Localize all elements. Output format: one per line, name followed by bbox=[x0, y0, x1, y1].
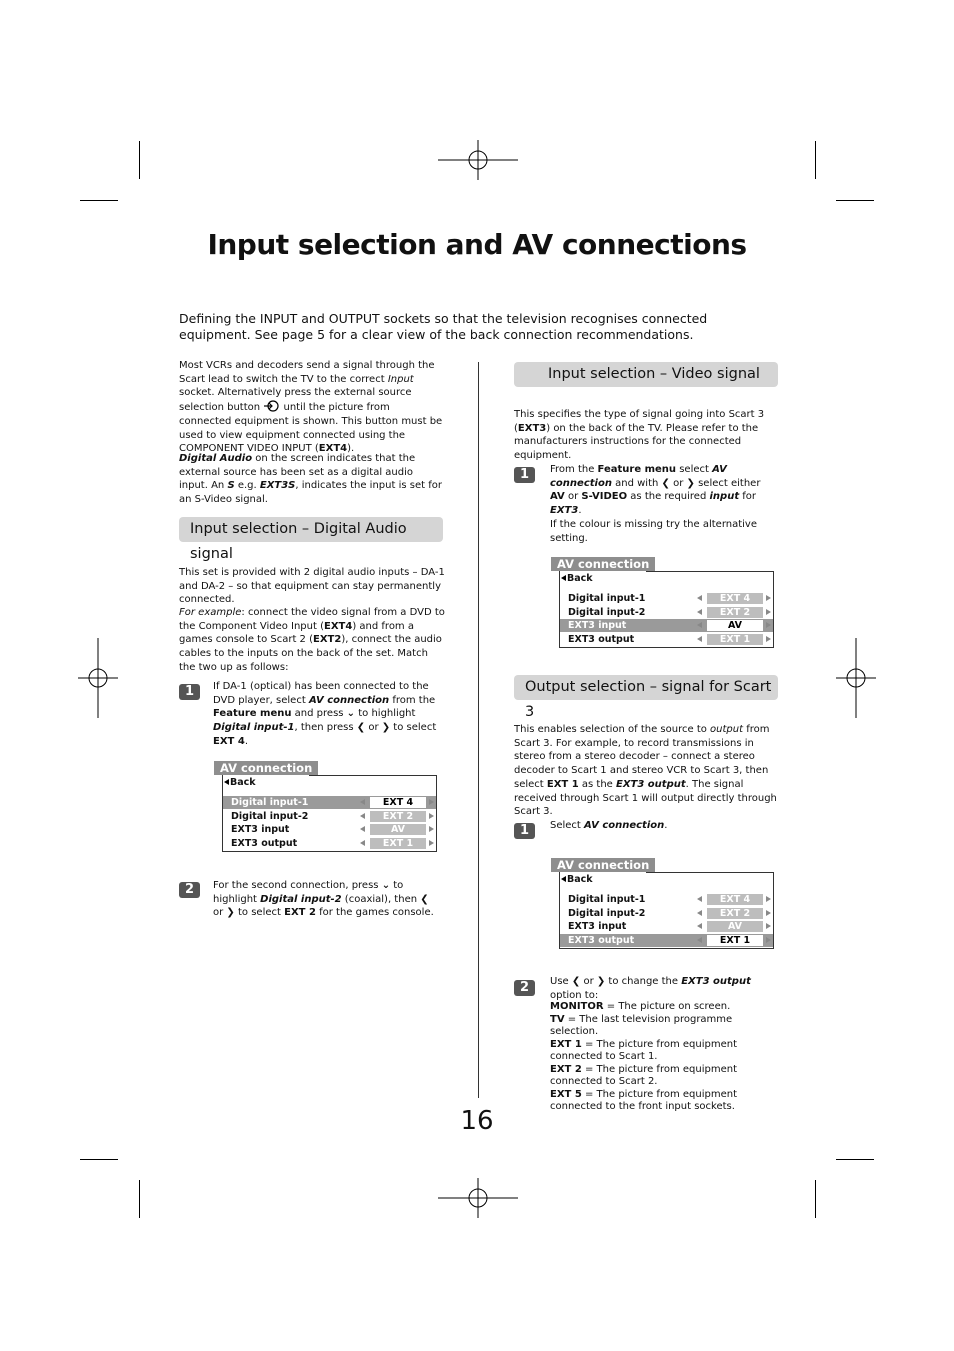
menu-title: AV connection bbox=[551, 858, 655, 872]
registration-mark-icon bbox=[78, 638, 118, 718]
registration-mark-icon bbox=[438, 140, 518, 180]
list-item: EXT 2 = The picture from equipment connected to Scart 2. bbox=[550, 1063, 737, 1087]
menu-title: AV connection bbox=[551, 557, 655, 571]
chevron-down-icon: ⌄ bbox=[346, 708, 356, 720]
step-number: 1 bbox=[179, 684, 200, 700]
menu-title: AV connection bbox=[214, 761, 318, 775]
right-step-1b-text: Select AV connection. bbox=[550, 820, 668, 831]
list-item: EXT 5 = The picture from equipment connected to the front input sockets. bbox=[550, 1088, 737, 1112]
right-paragraph-2: This enables selection of the source to output from Scart 3. For example, to record transmissions in stereo from a stereo decoder – connect a stereo decoder to Scart 1 and stereo VCR to Scart 3, then select EXT 1 as the EXT3 output. The signal received through Scart 1 will output directly through Scart 3. bbox=[514, 724, 777, 818]
right-step-1-note: If the colour is missing try the alternative setting. bbox=[550, 519, 757, 544]
menu-row[interactable]: Digital input-2 EXT 2 bbox=[560, 606, 773, 619]
av-connection-menu bbox=[214, 761, 438, 853]
left-step-1-text: If DA-1 (optical) has been connected to the DVD player, select AV connection from the Feature menu and press ⌄ to highlight Digital input-1, then press ❮ or ❯ to select EXT 4. bbox=[213, 681, 437, 747]
menu-back[interactable]: Back bbox=[561, 573, 593, 584]
crop-mark bbox=[80, 200, 118, 201]
menu-back[interactable]: Back bbox=[561, 874, 593, 885]
chevron-right-icon: ❯ bbox=[596, 976, 606, 987]
menu-row[interactable]: EXT3 output EXT 1 bbox=[560, 934, 773, 947]
menu-row[interactable]: EXT3 input AV bbox=[560, 920, 773, 933]
right-paragraph-1: This specifies the type of signal going into Scart 3 (EXT3) on the back of the TV. Please refer to the manufacturers instructions for the connected equipment. bbox=[514, 409, 765, 462]
chevron-right-icon: ❯ bbox=[686, 477, 695, 489]
list-item: MONITOR = The picture on screen. bbox=[550, 1001, 731, 1012]
crop-mark bbox=[80, 1159, 118, 1160]
registration-mark-icon bbox=[836, 638, 876, 718]
external-source-icon bbox=[263, 400, 280, 412]
menu-row[interactable]: Digital input-1 EXT 4 bbox=[223, 796, 436, 809]
section-heading-output-selection: Output selection – signal for Scart 3 bbox=[514, 675, 778, 700]
column-divider bbox=[478, 362, 479, 1098]
menu-row[interactable]: Digital input-1 EXT 4 bbox=[560, 592, 773, 605]
right-step-2b-text: Use ❮ or ❯ to change the EXT3 output option to: bbox=[550, 976, 751, 1001]
back-arrow-icon bbox=[224, 779, 229, 785]
right-step-1-text: From the Feature menu select AV connection and with ❮ or ❯ select either AV or S-VIDEO as the required input for EXT3. bbox=[550, 464, 761, 517]
crop-mark bbox=[815, 1180, 816, 1218]
list-item: EXT 1 = The picture from equipment connected to Scart 1. bbox=[550, 1038, 737, 1062]
chevron-left-icon: ❮ bbox=[420, 893, 429, 905]
av-connection-menu bbox=[551, 858, 775, 950]
back-arrow-icon bbox=[561, 876, 566, 882]
crop-mark bbox=[836, 1159, 874, 1160]
menu-row[interactable]: Digital input-2 EXT 2 bbox=[560, 907, 773, 920]
crop-mark bbox=[836, 200, 874, 201]
left-paragraph-1: Most VCRs and decoders send a signal through the Scart lead to switch the TV to the correct Input socket. Alternatively press the external source selection button until the picture from connected equipment is shown. This button must be used to view equipment connected using the COMPONENT VIDEO INPUT (EXT4). bbox=[179, 360, 443, 455]
menu-row[interactable]: Digital input-1 EXT 4 bbox=[560, 893, 773, 906]
chevron-down-icon: ⌄ bbox=[381, 880, 391, 891]
crop-mark bbox=[139, 141, 140, 179]
left-paragraph-2: Digital Audio on the screen indicates that the external source has been set as a digital audio input. An S e.g. EXT3S, indicates the input is set for an S-Video signal. bbox=[179, 453, 442, 506]
left-paragraph-4: For example: connect the video signal from a DVD to the Component Video Input (EXT4) and from a games console to Scart 2 (EXT2), connect the audio cables to the inputs on the back of the set. Match the two up as follows: bbox=[179, 607, 445, 673]
section-heading-digital-audio: Input selection – Digital Audio signal bbox=[179, 517, 443, 542]
chevron-right-icon: ❯ bbox=[381, 722, 391, 734]
step-number: 2 bbox=[514, 980, 535, 996]
chevron-right-icon: ❯ bbox=[226, 907, 235, 919]
crop-mark bbox=[815, 141, 816, 179]
chevron-left-icon: ❮ bbox=[571, 976, 581, 987]
intro-paragraph: Defining the INPUT and OUTPUT sockets so that the television recognises connected equipment. See page 5 for a clear view of the back connection recommendations. bbox=[179, 311, 708, 342]
menu-row[interactable]: Digital input-2 EXT 2 bbox=[223, 810, 436, 823]
menu-row[interactable]: EXT3 input AV bbox=[560, 619, 773, 632]
menu-row[interactable]: EXT3 input AV bbox=[223, 823, 436, 836]
step-number: 1 bbox=[514, 823, 535, 839]
list-item: TV = The last television programme selection. bbox=[550, 1013, 733, 1037]
section-heading-video-signal: Input selection – Video signal bbox=[514, 362, 778, 387]
chevron-left-icon: ❮ bbox=[356, 722, 366, 734]
left-step-2-text: For the second connection, press ⌄ to highlight Digital input-2 (coaxial), then ❮ or ❯ to select EXT 2 for the games console. bbox=[213, 880, 434, 919]
av-connection-menu bbox=[551, 557, 775, 649]
step-number: 1 bbox=[514, 467, 535, 483]
chevron-left-icon: ❮ bbox=[661, 477, 670, 489]
left-paragraph-3: This set is provided with 2 digital audio inputs – DA-1 and DA-2 – so that equipment can stay permanently connected. bbox=[179, 567, 445, 606]
step-number: 2 bbox=[179, 882, 200, 898]
output-options-list bbox=[550, 1001, 774, 1114]
page-title: Input selection and AV connections bbox=[207, 228, 747, 261]
menu-back[interactable]: Back bbox=[224, 777, 256, 788]
back-arrow-icon bbox=[561, 575, 566, 581]
menu-row[interactable]: EXT3 output EXT 1 bbox=[223, 837, 436, 850]
crop-mark bbox=[139, 1180, 140, 1218]
registration-mark-icon bbox=[438, 1178, 518, 1218]
page-number: 16 bbox=[460, 1106, 494, 1136]
menu-row[interactable]: EXT3 output EXT 1 bbox=[560, 633, 773, 646]
